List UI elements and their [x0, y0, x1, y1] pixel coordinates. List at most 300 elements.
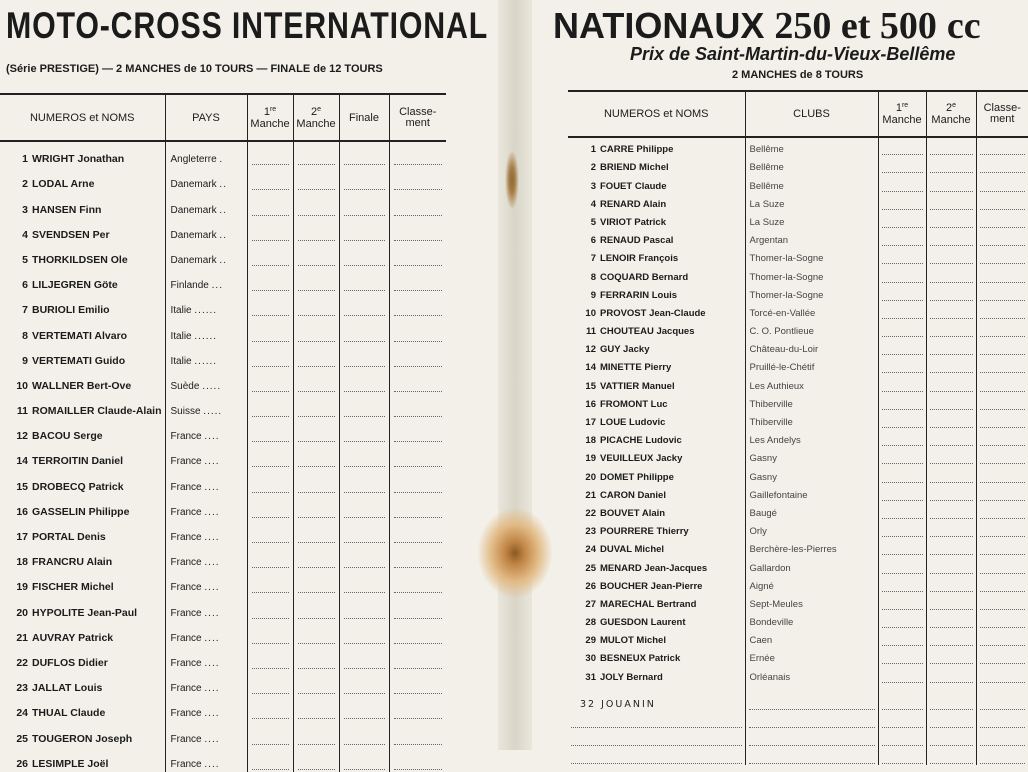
classement-cell [976, 629, 1028, 647]
competitor-name: SVENDSEN Per [32, 228, 110, 241]
country-leader-dots: .... [204, 532, 220, 543]
manche-2-cell [293, 671, 339, 696]
manche-2-cell [293, 218, 339, 243]
classement-blank-line [980, 209, 1026, 210]
manche-2-cell [926, 229, 976, 247]
finale-cell [339, 520, 389, 545]
competitor-cell [568, 575, 745, 593]
manche-2-cell [926, 465, 976, 483]
table-header-row [0, 94, 446, 141]
table-row [0, 671, 446, 696]
manche-2-cell [293, 318, 339, 343]
finale-blank-line [344, 215, 385, 216]
manche-1-cell [878, 302, 926, 320]
manche-2-blank-line [930, 518, 973, 519]
manche-1-cell [247, 520, 293, 545]
finale-cell [339, 671, 389, 696]
table-row [568, 265, 1028, 283]
competitor-name: LILJEGREN Göte [32, 279, 118, 292]
manche-2-cell [926, 284, 976, 302]
country-leader-dots: .. [219, 204, 227, 216]
finale-cell [339, 721, 389, 746]
blank-line [980, 709, 1026, 710]
country-cell [165, 671, 247, 696]
manche-2-blank-line [298, 668, 335, 669]
classement-blank-line [394, 668, 443, 669]
competitor-name: VATTIER Manuel [600, 380, 675, 392]
blank-cell [745, 729, 878, 747]
country-leader-dots: .... [204, 657, 220, 669]
country-name: Italie [170, 330, 192, 342]
manche-2-blank-line [298, 315, 335, 316]
country-name: France [170, 758, 202, 770]
club-cell [745, 211, 878, 229]
competitor-cell [0, 696, 165, 721]
manche-2-cell [293, 293, 339, 318]
classement-cell [976, 137, 1028, 156]
club-cell [745, 320, 878, 338]
manche-2-blank-line [930, 427, 973, 428]
finale-cell [339, 318, 389, 343]
manche-2-cell [293, 469, 339, 494]
manche-2-blank-line [930, 372, 973, 373]
competitor-name: BOUVET Alain [600, 507, 666, 519]
classement-blank-line [394, 215, 443, 216]
country-leader-dots: ...... [194, 330, 218, 342]
header-classement: Classe- ment [389, 94, 446, 141]
classement-cell [976, 647, 1028, 665]
manche-2-cell [293, 621, 339, 646]
table-row [0, 344, 446, 369]
manche-1-cell [247, 293, 293, 318]
manche-2-cell [293, 394, 339, 419]
classement-blank-line [394, 189, 443, 190]
country-leader-dots: .. [219, 229, 227, 241]
header-manche-2-sup: e [952, 102, 957, 109]
classement-blank-line [980, 409, 1026, 410]
header-manche-1-sup: re [269, 105, 277, 113]
competitor-number: 19 [16, 581, 28, 594]
club-name: Orléanais [749, 671, 791, 683]
manche-2-cell [926, 320, 976, 338]
club-cell [745, 629, 878, 647]
classement-blank-line [394, 693, 443, 694]
club-name: Baugé [749, 507, 777, 519]
finale-blank-line [344, 643, 385, 644]
manche-1-blank-line [882, 409, 923, 410]
country-leader-dots: .... [204, 431, 220, 443]
manche-1-blank-line [882, 372, 923, 373]
manche-2-cell [926, 411, 976, 429]
manche-2-blank-line [930, 500, 973, 501]
competitor-name: WALLNER Bert-Ove [32, 379, 132, 392]
country-cell [165, 218, 247, 243]
blank-row [568, 729, 1028, 747]
table-row [568, 575, 1028, 593]
classement-cell [976, 156, 1028, 174]
table-row [0, 721, 446, 746]
blank-line [571, 727, 742, 728]
competitor-name: FOUET Claude [600, 180, 667, 192]
finale-cell [339, 621, 389, 646]
classement-blank-line [394, 441, 443, 442]
blank-line [749, 709, 875, 710]
classement-blank-line [980, 645, 1026, 646]
country-name: France [170, 683, 202, 695]
classement-blank-line [394, 744, 443, 745]
manche-2-cell [293, 646, 339, 671]
manche-1-cell [878, 338, 926, 356]
classement-cell [389, 671, 446, 696]
manche-1-blank-line [252, 290, 289, 291]
competitor-cell [0, 293, 165, 318]
competitor-number: 18 [585, 435, 596, 447]
finale-blank-line [344, 517, 385, 518]
competitor-name: THUAL Claude [32, 707, 106, 720]
finale-blank-line [344, 441, 385, 442]
competitor-cell [568, 211, 745, 229]
classement-cell [976, 593, 1028, 611]
manche-1-cell [878, 374, 926, 392]
manche-2-cell [926, 137, 976, 156]
manche-1-blank-line [252, 215, 289, 216]
table-row [568, 629, 1028, 647]
competitor-number: 3 [590, 180, 596, 192]
table-row [568, 247, 1028, 265]
manche-2-blank-line [930, 391, 973, 392]
competitor-number: 14 [585, 362, 596, 374]
competitor-cell [568, 593, 745, 611]
manche-2-blank-line [930, 263, 973, 264]
finale-cell [339, 369, 389, 394]
competitor-number: 11 [16, 405, 28, 418]
country-cell [165, 545, 247, 570]
classement-blank-line [980, 536, 1026, 537]
table-row [568, 320, 1028, 338]
club-name: Orly [749, 526, 767, 538]
competitor-number: 3 [22, 203, 28, 216]
competitor-cell [568, 229, 745, 247]
classement-cell [389, 646, 446, 671]
table-row [0, 318, 446, 343]
classement-cell [389, 192, 446, 217]
manche-1-blank-line [882, 354, 923, 355]
competitor-number: 15 [16, 480, 28, 493]
classement-cell [976, 374, 1028, 392]
manche-2-blank-line [930, 463, 973, 464]
club-name: La Suze [749, 198, 785, 210]
country-leader-dots: ..... [202, 380, 222, 392]
manche-1-blank-line [252, 164, 289, 165]
country-leader-dots: .. [219, 179, 227, 191]
competitor-cell [0, 495, 165, 520]
competitor-number: 25 [585, 562, 596, 574]
competitor-name: FRANCRU Alain [32, 556, 113, 569]
classement-cell [389, 747, 446, 772]
table-row [568, 229, 1028, 247]
manche-1-blank-line [252, 265, 289, 266]
country-name: France [170, 582, 202, 594]
manche-1-blank-line [882, 445, 923, 446]
manche-2-cell [926, 156, 976, 174]
competitor-number: 17 [585, 417, 596, 428]
country-leader-dots: .... [204, 506, 220, 518]
manche-1-cell [247, 646, 293, 671]
right-page-subtitle: 2 MANCHES de 8 TOURS [732, 69, 864, 81]
competitor-cell [568, 429, 745, 447]
classement-cell [389, 595, 446, 620]
manche-1-cell [878, 265, 926, 283]
manche-1-blank-line [882, 191, 923, 192]
competitor-cell [568, 338, 745, 356]
manche-2-blank-line [930, 354, 973, 355]
manche-2-cell [293, 419, 339, 444]
finale-blank-line [344, 315, 385, 316]
manche-2-blank-line [298, 240, 335, 241]
manche-1-cell [878, 284, 926, 302]
country-cell [165, 394, 247, 419]
finale-blank-line [344, 341, 385, 342]
left-page-subtitle: (Série PRESTIGE) — 2 MANCHES de 10 TOURS — FINALE de 12 TOURS [6, 63, 383, 75]
manche-2-blank-line [930, 573, 973, 574]
manche-1-blank-line [252, 391, 289, 392]
competitor-name: RENARD Alain [600, 198, 667, 210]
classement-blank-line [980, 573, 1026, 574]
classement-cell [389, 444, 446, 469]
club-cell [745, 393, 878, 411]
club-name: Aigné [749, 580, 774, 592]
header-pays: PAYS [165, 94, 247, 141]
header-manche-1 [247, 94, 293, 141]
finale-blank-line [344, 668, 385, 669]
competitor-name: FERRARIN Louis [600, 289, 678, 301]
blank-cell [976, 711, 1028, 729]
classement-cell [389, 167, 446, 192]
manche-1-blank-line [882, 554, 923, 555]
manche-2-cell [293, 696, 339, 721]
competitor-cell [568, 665, 745, 683]
table-row [0, 495, 446, 520]
classement-cell [389, 696, 446, 721]
competitor-cell [568, 356, 745, 374]
club-cell [745, 556, 878, 574]
country-cell [165, 268, 247, 293]
classement-blank-line [394, 290, 443, 291]
country-cell [165, 369, 247, 394]
manche-2-cell [293, 344, 339, 369]
manche-2-blank-line [930, 445, 973, 446]
competitor-number: 24 [16, 707, 28, 720]
finale-blank-line [344, 265, 385, 266]
finale-cell [339, 293, 389, 318]
manche-1-blank-line [252, 693, 289, 694]
right-title-text: NATIONAUX [553, 5, 765, 46]
manche-2-cell [926, 556, 976, 574]
competitor-cell [568, 174, 745, 192]
table-row [568, 538, 1028, 556]
competitor-number: 10 [16, 379, 28, 392]
classement-blank-line [394, 567, 443, 568]
competitor-cell [568, 374, 745, 392]
competitor-number: 24 [585, 544, 596, 556]
competitor-number: 8 [590, 271, 596, 283]
classement-blank-line [980, 627, 1026, 628]
country-cell [165, 192, 247, 217]
competitor-cell [0, 344, 165, 369]
club-cell [745, 247, 878, 265]
header-manche-2-label: Manche [931, 114, 971, 126]
club-name: Les Authieux [749, 380, 804, 392]
competitor-name: VEUILLEUX Jacky [600, 453, 683, 465]
manche-1-blank-line [252, 366, 289, 367]
club-cell [745, 156, 878, 174]
manche-1-blank-line [882, 682, 923, 683]
table-row [568, 665, 1028, 683]
table-row [0, 469, 446, 494]
blank-line [882, 709, 923, 710]
manche-1-cell [878, 629, 926, 647]
header-manche-2-sup: e [317, 105, 322, 113]
competitor-cell [0, 369, 165, 394]
classement-cell [389, 394, 446, 419]
finale-blank-line [344, 567, 385, 568]
manche-2-cell [293, 495, 339, 520]
manche-1-blank-line [882, 245, 923, 246]
manche-2-cell [293, 243, 339, 268]
competitor-cell [568, 393, 745, 411]
country-name: Danemark [170, 204, 217, 216]
country-name: France [170, 557, 202, 569]
classement-cell [976, 665, 1028, 683]
finale-cell [339, 344, 389, 369]
classement-cell [389, 520, 446, 545]
club-cell [745, 484, 878, 502]
manche-1-blank-line [252, 441, 289, 442]
competitor-name: PORTAL Denis [32, 531, 106, 543]
header-manche-2-number: 2 [945, 102, 953, 114]
header-manche-2-label: Manche [296, 117, 336, 130]
country-cell [165, 469, 247, 494]
classement-blank-line [394, 718, 443, 719]
blank-line [980, 763, 1026, 764]
table-row [568, 611, 1028, 629]
manche-1-cell [247, 671, 293, 696]
manche-1-blank-line [252, 592, 289, 593]
club-name: C. O. Pontlieue [749, 326, 814, 338]
manche-2-cell [926, 338, 976, 356]
stain-mark-top [505, 150, 519, 210]
country-name: France [170, 708, 202, 720]
manche-1-cell [878, 156, 926, 174]
manche-2-cell [926, 356, 976, 374]
manche-1-cell [878, 465, 926, 483]
competitor-cell [568, 484, 745, 502]
competitor-name: TERROITIN Daniel [32, 455, 124, 468]
manche-1-cell [878, 174, 926, 192]
manche-2-blank-line [298, 693, 335, 694]
right-page-title [553, 4, 981, 48]
finale-cell [339, 167, 389, 192]
manche-2-blank-line [930, 227, 973, 228]
competitor-cell [0, 469, 165, 494]
manche-1-blank-line [252, 517, 289, 518]
manche-1-cell [878, 575, 926, 593]
classement-cell [976, 393, 1028, 411]
manche-2-blank-line [298, 466, 335, 467]
country-name: Suisse [170, 406, 201, 418]
manche-2-cell [293, 545, 339, 570]
manche-1-cell [247, 318, 293, 343]
page-fold [498, 0, 532, 750]
country-leader-dots: ..... [203, 406, 223, 418]
manche-2-cell [293, 141, 339, 167]
competitor-number: 17 [16, 531, 28, 543]
finale-cell [339, 545, 389, 570]
competitor-name: PICACHE Ludovic [600, 435, 682, 447]
classement-blank-line [980, 172, 1026, 173]
competitor-number: 6 [22, 279, 28, 292]
country-cell [165, 747, 247, 772]
competitor-number: 31 [585, 671, 596, 683]
competitor-name: RENAUD Pascal [600, 235, 674, 247]
manche-1-blank-line [882, 391, 923, 392]
competitor-cell [0, 646, 165, 671]
manche-1-blank-line [252, 769, 289, 770]
competitor-number: 9 [590, 289, 596, 301]
right-page-prize-title: Prix de Saint-Martin-du-Vieux-Bellême [630, 44, 956, 64]
manche-2-blank-line [298, 517, 335, 518]
manche-1-blank-line [882, 263, 923, 264]
classement-blank-line [394, 366, 443, 367]
manche-2-blank-line [930, 682, 973, 683]
competitor-number: 25 [16, 732, 28, 745]
table-row [0, 369, 446, 394]
finale-cell [339, 243, 389, 268]
classement-blank-line [394, 164, 443, 165]
blank-line [749, 727, 875, 728]
competitor-cell [0, 595, 165, 620]
competitor-cell [0, 520, 165, 545]
stain-mark-bottom [478, 508, 552, 598]
header-manche-1-label: Manche [250, 117, 290, 130]
classement-blank-line [394, 517, 443, 518]
manche-1-cell [878, 556, 926, 574]
club-cell [745, 265, 878, 283]
country-name: Italie [170, 355, 192, 367]
competitor-number: 8 [22, 329, 28, 342]
table-row [0, 268, 446, 293]
header-classement: Classe- ment [976, 91, 1028, 137]
classement-blank-line [980, 554, 1026, 555]
competitor-name: GUESDON Laurent [600, 617, 686, 629]
manche-2-cell [293, 268, 339, 293]
manche-2-blank-line [298, 391, 335, 392]
club-cell [745, 465, 878, 483]
competitor-name: MARECHAL Bertrand [600, 598, 697, 610]
competitor-name: JALLAT Louis [32, 682, 103, 695]
competitor-name: PROVOST Jean-Claude [600, 307, 706, 319]
competitor-number: 7 [22, 304, 28, 317]
competitor-cell [0, 747, 165, 772]
manche-2-blank-line [298, 441, 335, 442]
competitor-name: MINETTE Pierry [600, 362, 672, 374]
classement-blank-line [394, 391, 443, 392]
classement-cell [389, 218, 446, 243]
finale-blank-line [344, 466, 385, 467]
competitor-number: 15 [585, 380, 596, 392]
finale-cell [339, 696, 389, 721]
country-name: Finlande [170, 280, 209, 292]
